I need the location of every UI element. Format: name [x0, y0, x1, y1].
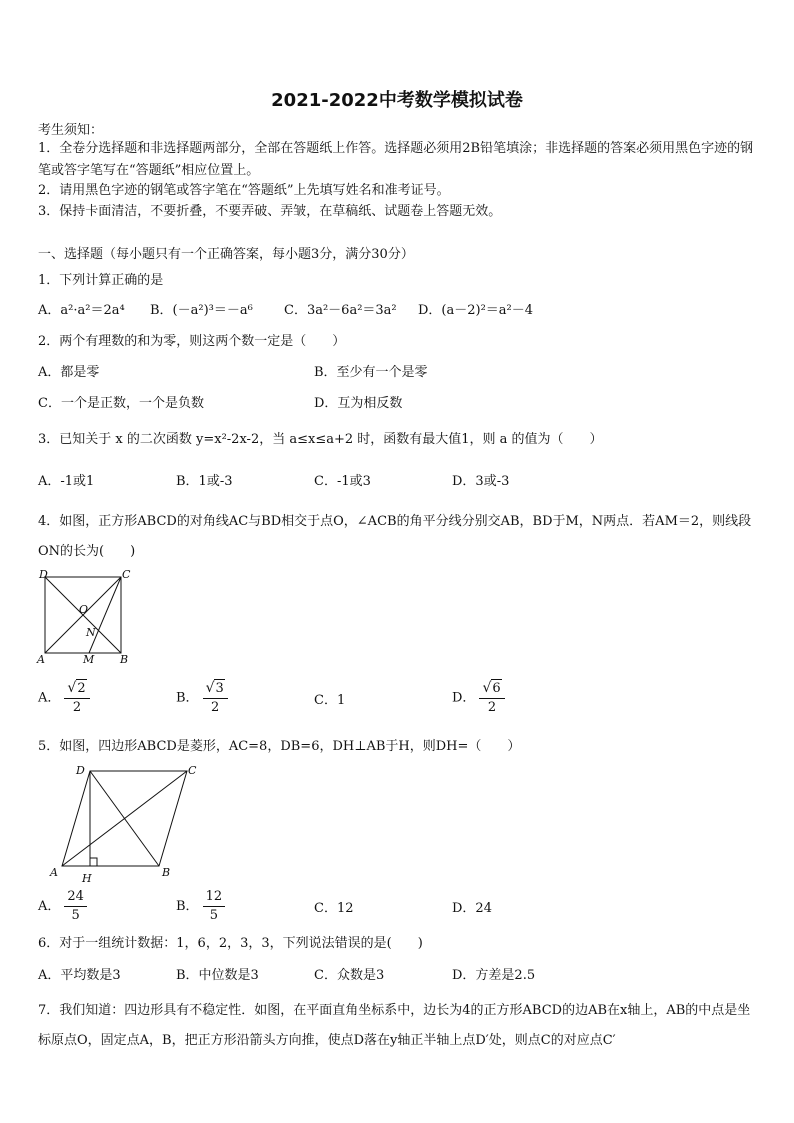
q3-option-a[interactable]: A．-1或1 [38, 474, 95, 489]
q5-rhombus-figure [46, 760, 206, 888]
q1-option-d[interactable]: D．(a－2)²＝a²－4 [418, 303, 534, 318]
q2-option-d[interactable]: D．互为相反数 [314, 396, 403, 411]
q5-option-c[interactable]: C．12 [314, 901, 354, 916]
q7-stem: 7．我们知道：四边形具有不稳定性．如图，在平面直角坐标系中，边长为4的正方形ABCD的边AB在x轴上，AB的中点是坐标原点O，固定点A，B，把正方形沿箭头方向推，使点D落在y轴正半轴上点D′处，则点C的对应点C′ [38, 1003, 751, 1048]
label-h: H [82, 872, 92, 885]
label-o: O [79, 603, 89, 616]
q6-stem: 6．对于一组统计数据：1，6，2，3，3，下列说法错误的是( ) [38, 936, 423, 951]
label-n: N [86, 626, 96, 639]
frac-sqrt2-over-2: $\frac{√2}{2}$ [64, 679, 89, 717]
notice-item-3: 3．保持卡面清洁，不要折叠，不要弄破、弄皱，在草稿纸、试题卷上答题无效。 [38, 204, 502, 219]
label-d: D [76, 764, 85, 777]
q4-option-d[interactable]: D． $\frac{√6}{2}$ [452, 679, 505, 717]
label-a: A [50, 866, 58, 879]
label-d: D [39, 568, 48, 581]
right-angle-mark [90, 858, 97, 866]
q4-square-figure [36, 568, 136, 666]
q5-stem: 5．如图，四边形ABCD是菱形，AC=8，DB=6，DH⊥AB于H，则DH=（ ） [38, 739, 521, 754]
q6-option-b[interactable]: B．中位数是3 [176, 968, 259, 983]
q6-option-a[interactable]: A．平均数是3 [38, 968, 121, 983]
section-heading: 一、选择题（每小题只有一个正确答案，每小题3分，满分30分） [38, 247, 414, 262]
q2-option-a[interactable]: A．都是零 [38, 365, 100, 380]
label-b: B [120, 653, 129, 666]
label-b: B [162, 866, 171, 879]
q3-option-c[interactable]: C．-1或3 [314, 474, 371, 489]
q5-option-d[interactable]: D．24 [452, 901, 492, 916]
q2-stem: 2．两个有理数的和为零，则这两个数一定是（ ） [38, 334, 346, 349]
q4-option-b[interactable]: B． $\frac{√3}{2}$ [176, 679, 228, 717]
q3-option-b[interactable]: B．1或-3 [176, 474, 233, 489]
q6-option-d[interactable]: D．方差是2.5 [452, 968, 536, 983]
label-a: A [37, 653, 45, 666]
label-m: M [83, 653, 95, 666]
frac-sqrt6-over-2: $\frac{√6}{2}$ [479, 679, 504, 717]
q3-stem: 3．已知关于 x 的二次函数 y=x²-2x-2，当 a≤x≤a+2 时，函数有最大值1，则 a 的值为（ ） [38, 432, 603, 447]
bisector-cm [89, 577, 121, 653]
page-title: 2021-2022中考数学模拟试卷 [271, 90, 523, 111]
frac-12-over-5: $\frac{12}{5}$ [203, 888, 226, 925]
q4-option-a[interactable]: A． $\frac{√2}{2}$ [38, 679, 90, 717]
notice-item-1: 1．全卷分选择题和非选择题两部分，全部在答题纸上作答。选择题必须用2B铅笔填涂；非选择题的答案必须用黑色字迹的钢笔或答字笔写在“答题纸”相应位置上。 [38, 141, 754, 178]
q1-option-c[interactable]: C．3a²－6a²＝3a² [284, 303, 397, 318]
label-c: C [122, 568, 131, 581]
label-c: C [188, 764, 197, 777]
q1-option-b[interactable]: B．(－a²)³＝－a⁶ [150, 303, 253, 318]
frac-sqrt3-over-2: $\frac{√3}{2}$ [203, 679, 228, 717]
diagonal-bd [90, 771, 159, 866]
notice-item-2: 2．请用黑色字迹的钢笔或答字笔在“答题纸”上先填写姓名和准考证号。 [38, 183, 450, 198]
q5-option-b[interactable]: B． $\frac{12}{5}$ [176, 888, 225, 925]
q2-option-b[interactable]: B．至少有一个是零 [314, 365, 428, 380]
notice-heading: 考生须知： [38, 123, 104, 138]
q1-option-a[interactable]: A．a²·a²＝2a⁴ [38, 303, 125, 318]
q1-stem: 1．下列计算正确的是 [38, 273, 164, 288]
q4-stem: 4．如图，正方形ABCD的对角线AC与BD相交于点O，∠ACB的角平分线分别交AB，BD于M，N两点．若AM＝2，则线段ON的长为( ) [38, 514, 752, 559]
q6-option-c[interactable]: C．众数是3 [314, 968, 385, 983]
q3-option-d[interactable]: D．3或-3 [452, 474, 510, 489]
frac-24-over-5: $\frac{24}{5}$ [64, 888, 87, 925]
q2-option-c[interactable]: C．一个是正数，一个是负数 [38, 396, 204, 411]
q4-option-c[interactable]: C．1 [314, 693, 346, 708]
q5-option-a[interactable]: A． $\frac{24}{5}$ [38, 888, 87, 925]
